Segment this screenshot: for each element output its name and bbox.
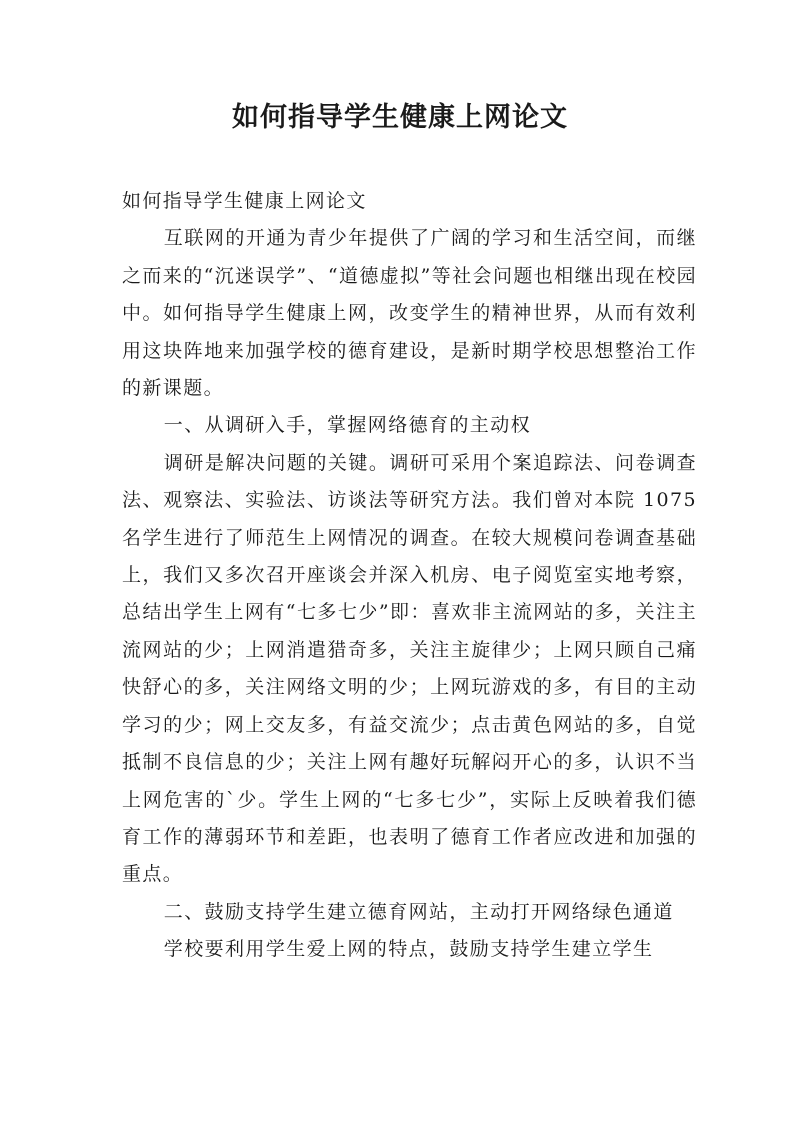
document-body [122,183,697,969]
paragraph-intro: 互联网的开通为青少年提供了广阔的学习和生活空间，而继之而来的“沉迷误学”、“道德虚拟”等社会问题也相继出现在校园中。如何指导学生健康上网，改变学生的精神世界，从而有效利用这块阵地来加强学校的德育建设，是新时期学校思想整治工作的新课题。 [122,227,697,400]
section-heading-1: 一、从调研入手，掌握网络德育的主动权 [163,414,531,437]
document-subtitle: 如何指导学生健康上网论文 [122,190,367,212]
paragraph-research: 调研是解决问题的关键。调研可采用个案追踪法、问卷调查法、观察法、实验法、访谈法等研究方法。我们曾对本院 1075 名学生进行了师范生上网情况的调查。在较大规模问卷调查基础上，我们又多次召开座谈会并深入机房、电子阅览室实地考察，总结出学生上网有“七多七少”即：喜欢非主流网站的多，关注主流网站的少；上网消遣猎奇多，关注主旋律少；上网只顾自己痛快舒心的多，关注网络文明的少；上网玩游戏的多，有目的主动学习的少；网上交友多，有益交流少；点击黄色网站的多，自觉抵制不良信息的少；关注上网有趣好玩解闷开心的多，认识不当上网危害的`少。学生上网的“七多七少”，实际上反映着我们德育工作的薄弱环节和差距，也表明了德育工作者应改进和加强的重点。 [122,451,697,886]
section-heading-2: 二、鼓励支持学生建立德育网站，主动打开网络绿色通道 [163,900,674,923]
paragraph-website: 学校要利用学生爱上网的特点，鼓励支持学生建立学生 [163,938,654,961]
document-title: 如何指导学生健康上网论文 [232,102,568,133]
